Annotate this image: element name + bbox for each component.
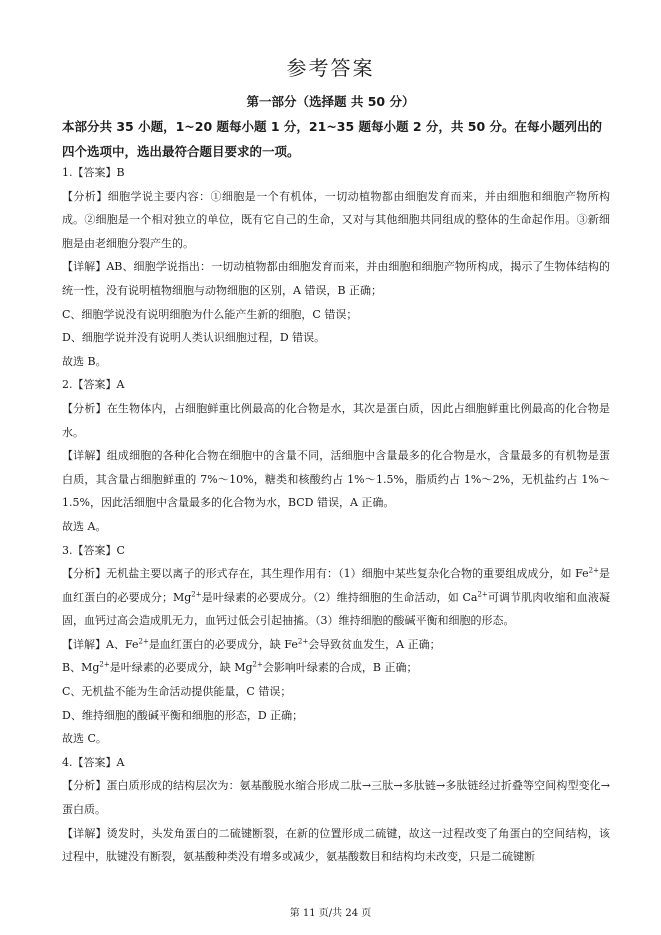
q2-detail: 【详解】组成细胞的各种化合物在细胞中的含量不同，活细胞中含量最多的化合物是水，含量最多的有机物是蛋白质，其含量占细胞鲜重的 7%～10%，糖类和核酸约占 1%～1.5%，脂质约占 1%～2%，无机盐约占 1%～1.5%，因此活细胞中含量最多的化合物为水，BCD 错误，A 正确。 <box>62 449 610 510</box>
q2-answer: 2.【答案】A <box>62 378 125 392</box>
q3-detail-a: 【详解】A、$Fe^{2+}$是血红蛋白的必要成分，缺 $Fe^{2+}$会导致贫血发生，A 正确； <box>62 637 441 651</box>
q3-conclusion: 故选 C。 <box>62 732 107 746</box>
q4-analysis: 【分析】蛋白质形成的结构层次为：氨基酸脱水缩合形成二肽→三肽→多肽链→多肽链经过折叠等空间构型变化→蛋白质。 <box>62 779 610 817</box>
q4-answer: 4.【答案】A <box>62 755 125 769</box>
q3-detail-c: C、无机盐不能为生命活动提供能量，C 错误； <box>62 685 292 699</box>
q1-conclusion: 故选 B。 <box>62 354 107 368</box>
q1-analysis: 【分析】细胞学说主要内容：①细胞是一个有机体，一切动植物都由细胞发育而来，并由细胞和细胞产物所构成。②细胞是一个相对独立的单位，既有它自己的生命，又对与其他细胞共同组成的整体的生命起作用。③新细胞是由老细胞分裂产生的。 <box>62 189 610 250</box>
charge-superscript: 2+ <box>297 637 309 646</box>
charge-superscript: 2+ <box>138 637 149 646</box>
q1-detail-d: D、细胞学说并没有说明人类认识细胞过程，D 错误。 <box>62 331 326 345</box>
page-number: 第 11 页/共 24 页 <box>289 908 372 919</box>
q3-detail-b: B、$Mg^{2+}$是叶绿素的必要成分，缺 $Mg^{2+}$会影响叶绿素的合成，B 正确； <box>62 660 418 675</box>
q4-detail: 【详解】烫发时，头发角蛋白的二硫键断裂，在新的位置形成二硫键，故这一过程改变了角蛋白的空间结构，该过程中，肽键没有断裂，氨基酸种类没有增多或减少，氨基酸数目和结构均未改变，只是二硫键断 <box>62 826 610 864</box>
q3-detail-d: D、维持细胞的酸碱平衡和细胞的形态，D 正确； <box>62 708 304 722</box>
q1-answer: 1.【答案】B <box>62 166 125 179</box>
q1-detail: 【详解】AB、细胞学说指出：一切动植物都由细胞发育而来，并由细胞和细胞产物所构成，揭示了生物体结构的统一性，没有说明植物细胞与动物细胞的区别，A 错误，B 正确； <box>62 260 610 297</box>
charge-superscript: 2+ <box>588 566 599 575</box>
charge-superscript: 2+ <box>99 660 110 669</box>
q3-analysis: 【分析】无机盐主要以离子的形式存在，其生理作用有：（1）细胞中某些复杂化合物的重要组成成分，如 $Fe^{2+}$是血红蛋白的必要成分；$Mg^{2+}$是叶绿素的必要成分。（2）维持细胞的生命活动，如 $Ca^{2+}$可调节肌肉收缩和血液凝固，血钙过高会造成肌无力，血钙过低会引起抽搐。（3）维持细胞的酸碱平衡和细胞的形态。 <box>62 566 611 628</box>
answer-content <box>62 161 610 869</box>
q1-detail-c: C、细胞学说没有说明细胞为什么能产生新的细胞，C 错误； <box>62 307 358 321</box>
charge-superscript: 2+ <box>191 590 202 599</box>
charge-superscript: 2+ <box>252 660 263 669</box>
q2-analysis: 【分析】在生物体内，占细胞鲜重比例最高的化合物是水，其次是蛋白质，因此占细胞鲜重比例最高的化合物是水。 <box>62 401 610 439</box>
section-instructions: 本部分共 35 小题，1~20 题每小题 1 分，21~35 题每小题 2 分，共 50 分。在每小题列出的四个选项中，选出最符合题目要求的一项。 <box>62 119 603 159</box>
q3-answer: 3.【答案】C <box>62 543 125 557</box>
charge-superscript: 2+ <box>477 590 488 599</box>
page-title: 参考答案 <box>286 56 375 80</box>
q2-conclusion: 故选 A。 <box>62 519 107 533</box>
section-heading: 第一部分（选择题 共 50 分） <box>246 94 415 109</box>
